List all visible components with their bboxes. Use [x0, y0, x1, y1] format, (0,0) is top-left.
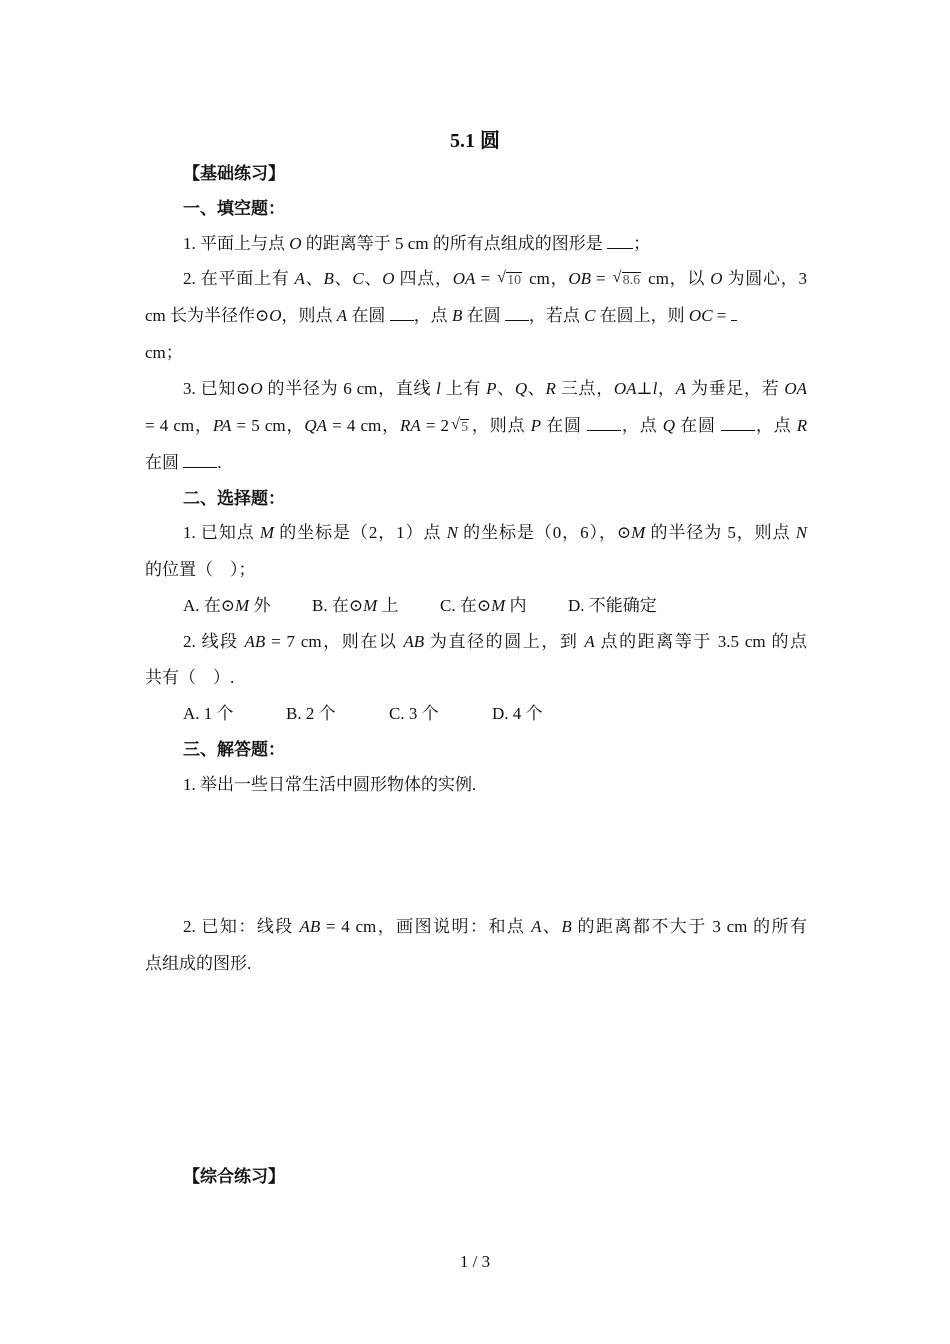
- page-title: 5.1 圆: [450, 130, 500, 152]
- page-number: 1 / 3: [459, 1252, 491, 1271]
- fill-in-header: 一、填空题：: [183, 199, 285, 218]
- answer-blank: [587, 416, 621, 431]
- fill-question-1: 1. 平面上与点 O 的距离等于 5 cm 的所有点组成的图形是 ；: [183, 234, 651, 253]
- answer-blank: [731, 306, 737, 321]
- option-c: C. 3 个: [389, 704, 439, 723]
- choice-question-2-line-1: 2. 线段 AB = 7 cm，则在以 AB 为直径的圆上，到 A 点的距离等于 3.5 cm 的点: [183, 632, 808, 651]
- choice-question-1-line-2: 的位置（ ）；: [145, 560, 256, 579]
- sqrt-10: √ 10: [497, 268, 522, 292]
- choice-question-1-options: [183, 595, 807, 617]
- sqrt-5: √ 5: [451, 415, 469, 439]
- option-b: B. 在⊙M 上: [312, 596, 399, 615]
- answer-question-2-line-1: 2. 已知：线段 AB = 4 cm，画图说明：和点 A、B 的距离都不大于 3 cm 的所有: [183, 917, 808, 936]
- choice-question-2-line-2: 共有（ ）.: [145, 668, 235, 687]
- option-d: D. 4 个: [492, 704, 543, 723]
- comprehensive-practice-header: 【综合练习】: [183, 1167, 285, 1186]
- answer-question-2-line-2: 点组成的图形.: [145, 954, 252, 973]
- fill-question-3-line-3: 在圆 .: [145, 453, 222, 472]
- fill-question-3-line-2: = 4 cm，PA = 5 cm，QA = 4 cm，RA = 2√ 5 ，则点 P 在圆 ，点 Q 在圆 ，点 R: [145, 415, 807, 439]
- answer-blank: [721, 416, 755, 431]
- answer-blank: [390, 306, 414, 321]
- option-d: D. 不能确定: [568, 596, 657, 615]
- answer-blank: [505, 306, 529, 321]
- answer-blank: [607, 234, 633, 249]
- option-c: C. 在⊙M 内: [440, 596, 527, 615]
- choice-question-2-options: [183, 703, 807, 725]
- option-a: A. 在⊙M 外: [183, 596, 271, 615]
- basic-practice-header: 【基础练习】: [183, 164, 285, 183]
- fill-question-2-line-1: 2. 在平面上有 A、B、C、O 四点，OA = √ 10 cm，OB = √ 8.6 cm，以 O 为圆心，3: [183, 268, 807, 292]
- fill-question-2-line-2: cm 长为半径作⊙O，则点 A 在圆 ，点 B 在圆 ，若点 C 在圆上，则 OC =: [145, 305, 807, 327]
- answer-question-1: 1. 举出一些日常生活中圆形物体的实例.: [183, 775, 477, 794]
- option-a: A. 1 个: [183, 704, 234, 723]
- answer-blank: [183, 453, 217, 468]
- fill-question-3-line-1: 3. 已知⊙O 的半径为 6 cm，直线 l 上有 P、Q、R 三点，OA⊥l，A 为垂足，若 OA: [183, 379, 808, 398]
- fill-question-2-line-3: cm；: [145, 343, 183, 362]
- choice-header: 二、选择题：: [183, 489, 285, 508]
- answer-header: 三、解答题：: [183, 740, 285, 759]
- choice-question-1-line-1: 1. 已知点 M 的坐标是（2，1）点 N 的坐标是（0，6），⊙M 的半径为 5，则点 N: [183, 523, 808, 542]
- option-b: B. 2 个: [286, 704, 336, 723]
- sqrt-8-6: √ 8.6: [613, 268, 642, 292]
